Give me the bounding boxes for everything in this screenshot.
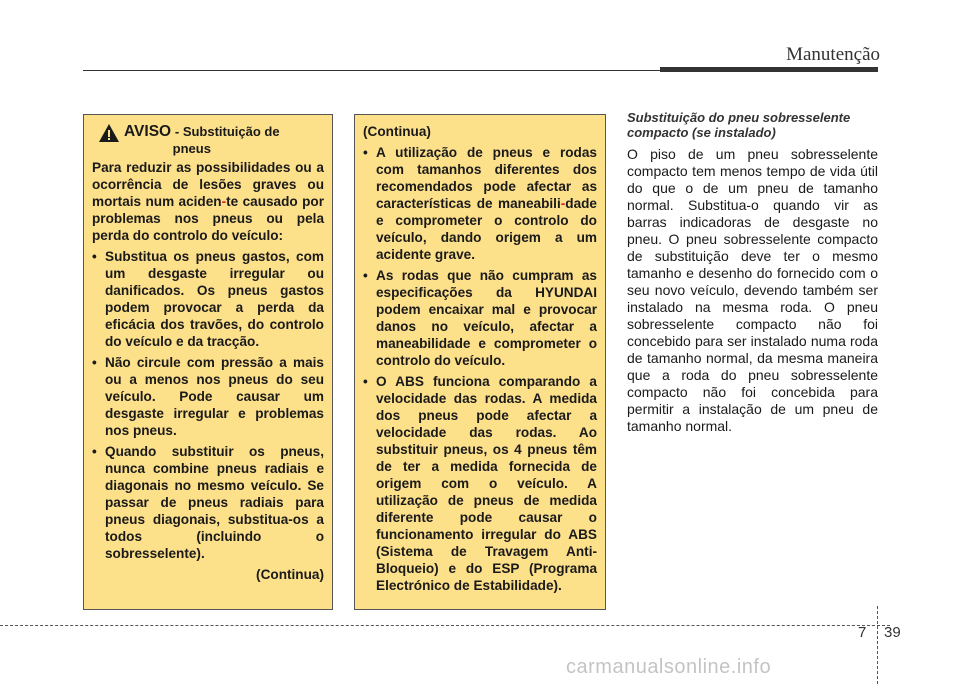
continued-bullet: • A utilização de pneus e rodas com tamanhos diferentes dos recomendados pode afectar as características de maneabili-dade e comprometer o controlo do veículo, dando origem a um acidente grave. [363,144,597,263]
footer-rule [0,625,890,626]
header-rule-thick [660,67,878,72]
continued-label: (Continua) [256,567,324,582]
footer-divider [877,606,878,684]
chapter-number: 7 [858,624,867,641]
spare-tire-section [627,110,878,435]
section-body: O piso de um pneu sobresselente compacto tem menos tempo de vida útil do que o de um pneu de tamanho normal. Substitua-o quando vir as barras indicadoras de desgaste no pneu. O pneu sobresselente compacto de substituição deve ter o mesmo tamanho e desenho do fornecido com o seu novo veículo, devendo também ser instalado na mesma roda. O pneu sobresselente compacto não foi concebido para ser instalado numa roda de tamanho normal, da mesma maneira que a roda do pneu sobresselente compacto não foi concebida para permitir a instalação de um pneu de tamanho normal. [627,146,878,434]
warning-box-continued [354,114,606,610]
header-rule [83,70,703,71]
warning-bullet: • Quando substituir os pneus, nunca combine pneus radiais e diagonais no mesmo veículo. Se passar de pneus radiais para pneus diagonais, substitua-os a todos (incluindo o sobresselente). [92,443,324,562]
warning-bullet: • Não circule com pressão a mais ou a menos nos pneus do seu veículo. Pode causar um desgaste irregular e problemas nos pneus. [92,354,324,439]
section-subheading: Substituição do pneu sobresselente compacto (se instalado) [627,110,851,140]
warning-bullet: • Substitua os pneus gastos, com um desgaste irregular ou danificados. Os pneus gastos podem provocar a perda da eficácia dos travões, do controlo do veículo e da tracção. [92,248,324,350]
warning-triangle-icon [98,123,120,143]
warning-header [92,123,324,157]
warning-subtitle: - Substituição de [174,124,280,139]
continued-bullet: • As rodas que não cumpram as especificações da HYUNDAI podem encaixar mal e provocar danos no veículo, afectar a maneabilidade e comprometer o controlo do veículo. [363,267,597,369]
continued-bullet-list [363,144,597,594]
watermark: carmanualsonline.info [566,656,772,678]
continued-bullet: • O ABS funciona comparando a velocidade das rodas. A medida dos pneus pode afectar a velocidade das rodas. Ao substituir pneus, os 4 pneus têm de ter a medida fornecida de origem com o veículo. A utilização de pneus de medida diferente pode causar o funcionamento irregular do ABS (Sistema de Travagem Anti-Bloqueio) e do ESP (Programa Electrónico de Estabilidade). [363,373,597,594]
warning-box [83,114,333,610]
warning-intro: Para reduzir as possibilidades ou a ocorrência de lesões graves ou mortais num aciden-te causado por problemas nos pneus ou pela perda do controlo do veículo: [92,160,324,243]
warning-title: AVISO [124,123,172,140]
continued-header: (Continua) [363,124,431,139]
page-number: 39 [884,624,901,641]
page-header-title: Manutenção [786,44,880,65]
warning-subtitle-line2: pneus [172,141,211,156]
warning-bullet-list [92,248,324,562]
